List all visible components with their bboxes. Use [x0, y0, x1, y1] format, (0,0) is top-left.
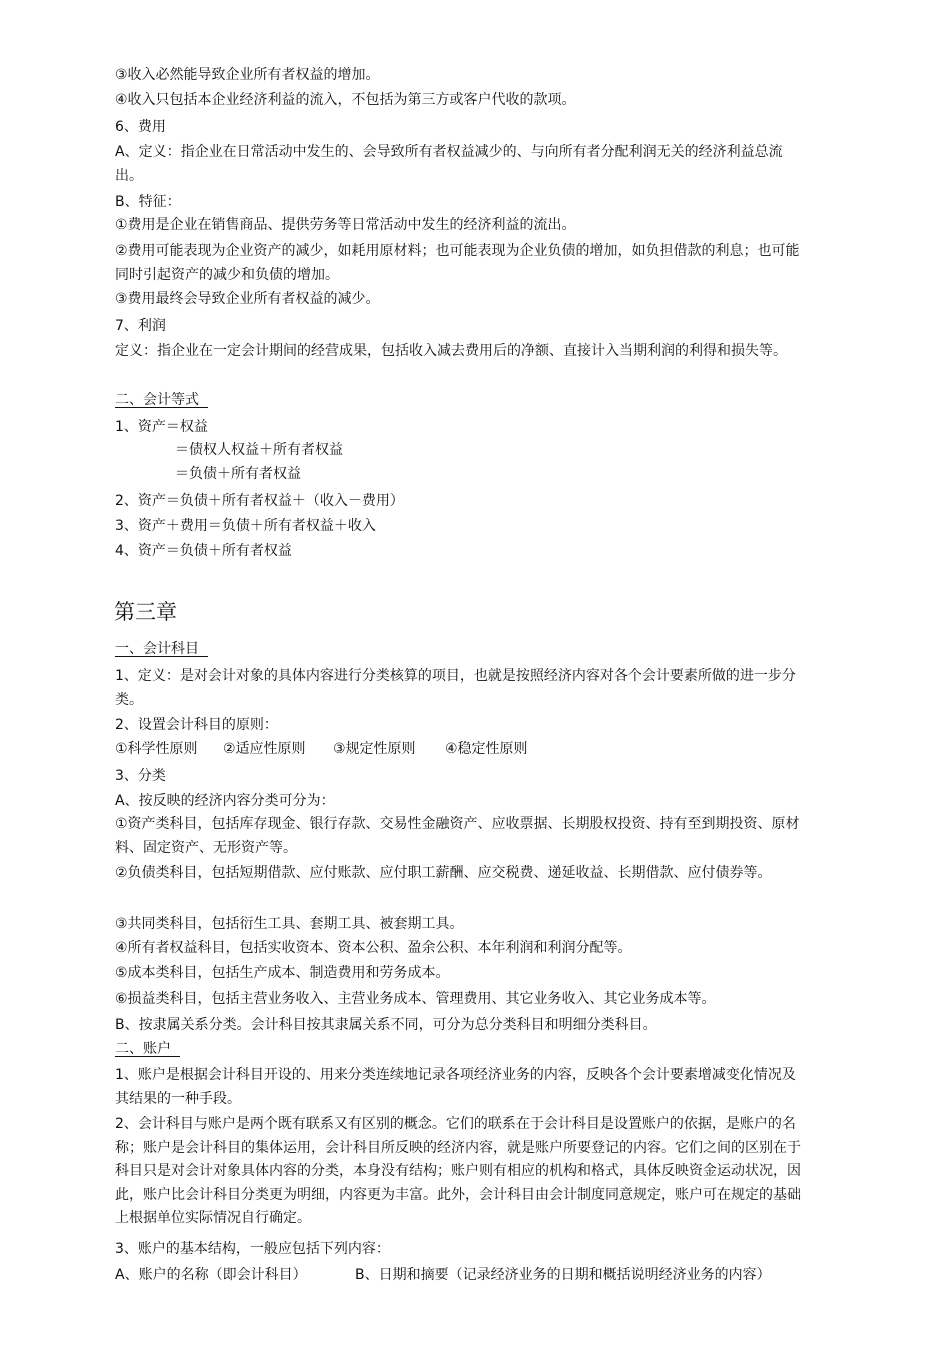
- paragraph: 2、设置会计科目的原则：: [115, 717, 278, 733]
- principle-item: ①科学性原则: [115, 741, 198, 757]
- paragraph: [115, 1264, 805, 1287]
- structure-item: B、日期和摘要（记录经济业务的日期和概括说明经济业务的内容）: [355, 1267, 771, 1283]
- paragraph: 定义：指企业在一定会计期间的经营成果，包括收入减去费用后的净额、直接计入当期利润的利得和损失等。: [115, 343, 787, 359]
- paragraph: 2、会计科目与账户是两个既有联系又有区别的概念。它们的联系在于会计科目是设置账户的依据，是账户的名称；账户是会计科目的集体运用，会计科目所反映的经济内容，就是账户所要登记的内容。它们之间的区别在于科目只是对会计对象具体内容的分类，本身没有结构；账户则有相应的机构和格式，具体反映资金运动状况，因此，账户比会计科目分类更为明细，内容更为丰富。此外，会计科目由会计制度同意规定，账户可在规定的基础上根据单位实际情况自行确定。: [115, 1116, 801, 1226]
- paragraph: B、按隶属关系分类。会计科目按其隶属关系不同，可分为总分类科目和明细分类科目。: [115, 1017, 657, 1033]
- section-heading: 3、分类: [115, 768, 166, 784]
- equation: 1、资产＝权益: [115, 419, 208, 435]
- paragraph: ⑥损益类科目，包括主营业务收入、主营业务成本、管理费用、其它业务收入、其它业务成本等。: [115, 991, 716, 1007]
- equation: 2、资产＝负债＋所有者权益＋（收入－费用）: [115, 493, 404, 509]
- subsection-heading: 二、账户: [115, 1041, 171, 1057]
- paragraph: 3、账户的基本结构，一般应包括下列内容：: [115, 1241, 390, 1257]
- equation: ＝债权人权益＋所有者权益: [175, 442, 343, 458]
- paragraph: 1、定义：是对会计对象的具体内容进行分类核算的项目，也就是按照经济内容对各个会计要素所做的进一步分类。: [115, 668, 796, 708]
- paragraph: ③共同类科目，包括衍生工具、套期工具、被套期工具。: [115, 916, 464, 932]
- principle-item: ③规定性原则: [333, 741, 416, 757]
- equation: ＝负债＋所有者权益: [175, 466, 301, 482]
- paragraph: ④所有者权益科目，包括实收资本、资本公积、盈余公积、本年利润和利润分配等。: [115, 940, 632, 956]
- section-heading: 6、费用: [115, 119, 166, 135]
- paragraph: ①费用是企业在销售商品、提供劳务等日常活动中发生的经济利益的流出。: [115, 217, 576, 233]
- principle-item: ②适应性原则: [223, 741, 306, 757]
- paragraph: B、特征：: [115, 194, 181, 210]
- section-heading: 7、利润: [115, 318, 166, 334]
- paragraph: ③费用最终会导致企业所有者权益的减少。: [115, 291, 380, 307]
- structure-item: A、账户的名称（即会计科目）: [115, 1267, 307, 1283]
- equation: 4、资产＝负债＋所有者权益: [115, 543, 292, 559]
- principle-item: ④稳定性原则: [445, 741, 528, 757]
- subsection-heading: 一、会计科目: [115, 641, 199, 657]
- paragraph: 1、账户是根据会计科目开设的、用来分类连续地记录各项经济业务的内容，反映各个会计要素增减变化情况及其结果的一种手段。: [115, 1067, 796, 1107]
- paragraph: ③收入必然能导致企业所有者权益的增加。: [115, 67, 380, 83]
- subsection-heading: 二、会计等式: [115, 392, 199, 408]
- paragraph: A、定义：指企业在日常活动中发生的、会导致所有者权益减少的、与向所有者分配利润无关的经济利益总流出。: [115, 144, 783, 184]
- paragraph: ④收入只包括本企业经济利益的流入，不包括为第三方或客户代收的款项。: [115, 92, 576, 108]
- principles-list: [115, 738, 805, 761]
- paragraph: A、按反映的经济内容分类可分为：: [115, 793, 335, 809]
- equation: 3、资产＋费用＝负债＋所有者权益＋收入: [115, 518, 376, 534]
- paragraph: ②费用可能表现为企业资产的减少，如耗用原材料；也可能表现为企业负债的增加，如负担借款的利息；也可能同时引起资产的减少和负债的增加。: [115, 243, 800, 283]
- paragraph: ⑤成本类科目，包括生产成本、制造费用和劳务成本。: [115, 965, 450, 981]
- paragraph: ②负债类科目，包括短期借款、应付账款、应付职工薪酬、应交税费、递延收益、长期借款、应付债券等。: [115, 865, 772, 881]
- paragraph: ①资产类科目，包括库存现金、银行存款、交易性金融资产、应收票据、长期股权投资、持有至到期投资、原材料、固定资产、无形资产等。: [115, 816, 800, 856]
- chapter-title: 第三章: [114, 600, 177, 624]
